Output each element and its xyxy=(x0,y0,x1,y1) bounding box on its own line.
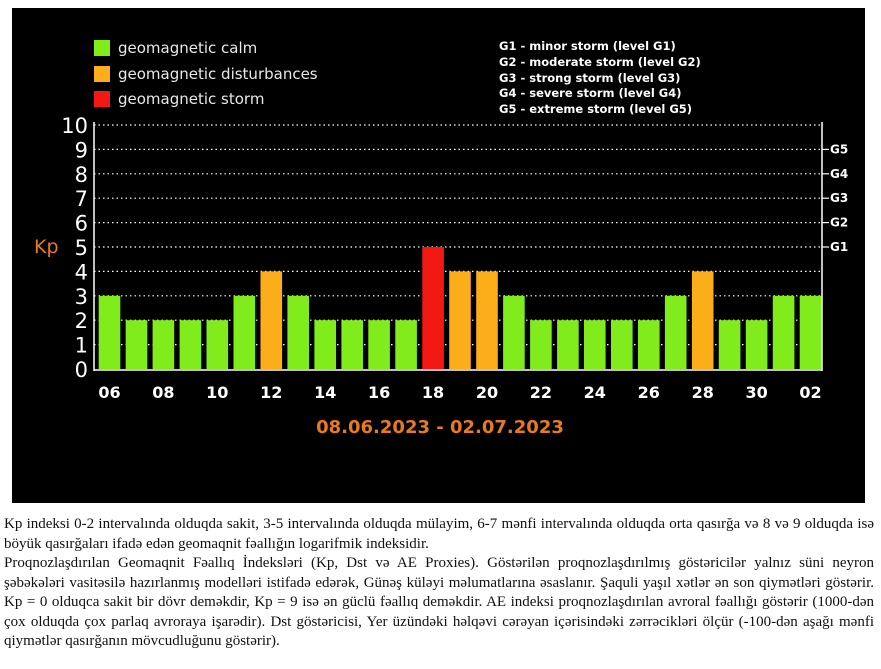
y-tick-label-3: 3 xyxy=(74,284,88,309)
g-level-label-G4: G4 xyxy=(830,166,849,181)
x-tick-label-10: 10 xyxy=(206,383,229,402)
bar-14 xyxy=(476,271,498,369)
x-tick-label-30: 30 xyxy=(745,383,768,402)
bar-13 xyxy=(449,271,471,369)
bar-17 xyxy=(557,320,579,369)
bar-15 xyxy=(503,296,525,369)
bar-8 xyxy=(314,320,336,369)
y-tick-label-9: 9 xyxy=(74,138,88,163)
x-tick-label-08: 08 xyxy=(152,383,175,402)
bar-24 xyxy=(746,320,768,369)
bar-1 xyxy=(126,320,148,369)
g-level-label-G1: G1 xyxy=(830,240,849,254)
caption xyxy=(4,515,874,652)
bar-0 xyxy=(99,296,121,369)
bar-16 xyxy=(530,320,552,369)
x-tick-label-24: 24 xyxy=(583,383,606,402)
y-tick-label-6: 6 xyxy=(74,211,88,236)
bar-11 xyxy=(395,320,417,369)
y-tick-label-7: 7 xyxy=(74,187,88,212)
x-tick-label-22: 22 xyxy=(529,383,553,402)
bar-12 xyxy=(422,247,444,369)
storm-level-g4: G4 - severe storm (level G4) xyxy=(499,86,682,101)
bar-2 xyxy=(153,320,175,369)
y-tick-label-4: 4 xyxy=(74,260,88,285)
bar-22 xyxy=(692,271,714,369)
y-tick-label-2: 2 xyxy=(74,309,88,334)
x-tick-label-28: 28 xyxy=(691,383,714,402)
bar-3 xyxy=(180,320,202,369)
bar-21 xyxy=(665,296,687,369)
bar-25 xyxy=(773,296,795,369)
bar-10 xyxy=(368,320,390,369)
caption-paragraph-2: Proqnozlaşdırılan Geomaqnit Fəallıq İndeksləri (Kp, Dst və AE Proxies). Göstərilən proqnozlaşdırılmış göstəricilər yalnız süni neyron şəbəkələri vasitəsilə hazırlanmış modelləri istifadə edərək, Günəş küləyi məlumatlarına əsaslanır. Şaquli yaşıl xətlər ən son qiymətləri göstərir. Kp = 0 olduqca sakit bir dövr deməkdir, Kp = 9 isə ən güclü fəallıq deməkdir. AE indeksi proqnozlaşdırılan avroral fəallığı göstərir (1000-dən çox olduqda çox parlaq avroraya işarədir). Dst göstəricisi, Yer üzündəki həlqəvi cərəyan içərisindəki zərrəcikləri ölçür (-100-dən aşağı mənfi qiymətlər qasırğanın mövcudluğunu göstərir). xyxy=(4,555,874,649)
kp-bar-chart xyxy=(12,8,865,503)
g-level-label-G2: G2 xyxy=(830,215,849,230)
y-tick-label-8: 8 xyxy=(74,162,88,187)
storm-level-g5: G5 - extreme storm (level G5) xyxy=(499,102,693,117)
storm-level-g1: G1 - minor storm (level G1) xyxy=(499,39,676,53)
bar-7 xyxy=(287,296,309,369)
x-tick-label-06: 06 xyxy=(98,383,121,402)
bar-20 xyxy=(638,320,660,369)
y-tick-label-5: 5 xyxy=(74,236,88,260)
bar-23 xyxy=(719,320,741,369)
storm-level-g3: G3 - strong storm (level G3) xyxy=(499,70,681,85)
bar-4 xyxy=(207,320,229,369)
bar-18 xyxy=(584,320,606,369)
x-tick-label-26: 26 xyxy=(637,383,660,402)
x-tick-label-16: 16 xyxy=(367,383,391,402)
bar-26 xyxy=(800,296,822,369)
bar-5 xyxy=(234,296,256,369)
g-level-label-G3: G3 xyxy=(830,191,849,206)
y-tick-label-0: 0 xyxy=(74,358,88,382)
y-tick-label-10: 10 xyxy=(61,114,88,138)
chart-panel xyxy=(12,8,865,503)
x-tick-label-14: 14 xyxy=(314,383,337,402)
caption-paragraph-1: Kp indeksi 0-2 intervalında olduqda sakit, 3-5 intervalında olduqda mülayim, 6-7 mənfi intervalında olduqda orta qasırğa və 8 və 9 olduqda isə böyük qasırğaları ifadə edən geomaqnit fəallığın logarifmik indeksidir. xyxy=(4,516,874,552)
legend-label-calm: geomagnetic calm xyxy=(118,39,258,57)
y-axis-label: Kp xyxy=(34,236,59,258)
x-tick-label-18: 18 xyxy=(421,383,445,402)
x-tick-label-12: 12 xyxy=(260,383,283,402)
date-range: 08.06.2023 - 02.07.2023 xyxy=(316,417,564,438)
x-tick-label-02: 02 xyxy=(799,383,822,402)
bar-19 xyxy=(611,320,633,369)
storm-level-g2: G2 - moderate storm (level G2) xyxy=(499,54,701,69)
legend-label-disturbances: geomagnetic disturbances xyxy=(118,65,318,83)
x-tick-label-20: 20 xyxy=(475,383,499,402)
y-tick-label-1: 1 xyxy=(74,333,88,358)
bar-9 xyxy=(341,320,363,369)
g-level-label-G5: G5 xyxy=(830,142,849,157)
bars xyxy=(99,247,822,369)
legend-label-storm: geomagnetic storm xyxy=(118,90,265,108)
bar-6 xyxy=(261,271,283,369)
